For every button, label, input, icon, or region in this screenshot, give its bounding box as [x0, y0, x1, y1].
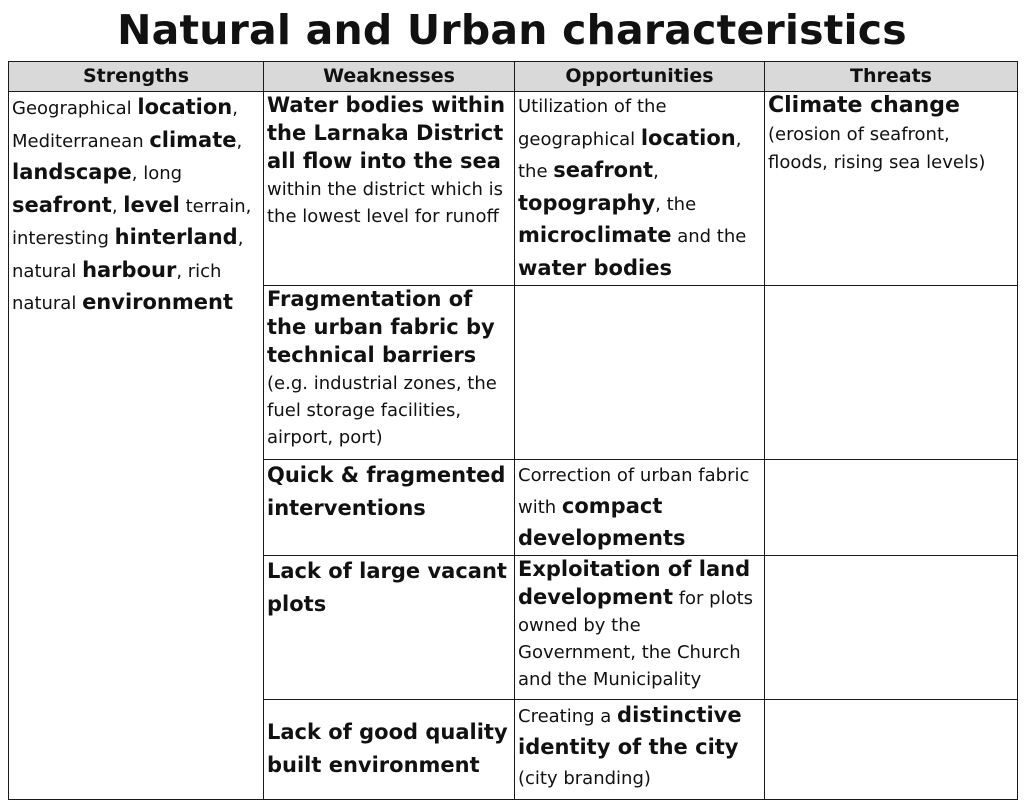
swot-table — [8, 61, 1018, 800]
threat-cell-3 — [765, 460, 1018, 556]
opportunity-cell-2 — [515, 286, 765, 460]
strengths-cell: Geographical location, Mediterranean climate, landscape, long seafront, level terrain, interesting hinterland, natural harbour, rich natural environment — [9, 92, 264, 800]
header-opportunities: Opportunities — [515, 62, 765, 92]
opportunity-cell-5: Creating a distinctive identity of the city (city branding) — [515, 700, 765, 800]
weakness-cell-4: Lack of large vacant plots — [264, 556, 515, 700]
threat-cell-2 — [765, 286, 1018, 460]
header-row — [9, 62, 1018, 92]
weakness-cell-5: Lack of good quality built environment — [264, 700, 515, 800]
header-threats: Threats — [765, 62, 1018, 92]
threat-cell-4 — [765, 556, 1018, 700]
opportunity-cell-3: Correction of urban fabric with compact developments — [515, 460, 765, 556]
header-strengths: Strengths — [9, 62, 264, 92]
opportunity-cell-4: Exploitation of land development for plots owned by the Government, the Church and the Municipality — [515, 556, 765, 700]
table-row — [9, 92, 1018, 286]
weakness-cell-3: Quick & fragmented interventions — [264, 460, 515, 556]
weakness-cell-2: Fragmentation of the urban fabric by technical barriers (e.g. industrial zones, the fuel storage facilities, airport, port) — [264, 286, 515, 460]
header-weaknesses: Weaknesses — [264, 62, 515, 92]
threat-cell-5 — [765, 700, 1018, 800]
opportunity-cell-1: Utilization of the geographical location, the seafront, topography, the microclimate and the water bodies — [515, 92, 765, 286]
threat-cell-1: Climate change (erosion of seafront, floods, rising sea levels) — [765, 92, 1018, 286]
weakness-cell-1: Water bodies within the Larnaka District all flow into the sea within the district which is the lowest level for runoff — [264, 92, 515, 286]
page-title: Natural and Urban characteristics — [117, 6, 907, 54]
